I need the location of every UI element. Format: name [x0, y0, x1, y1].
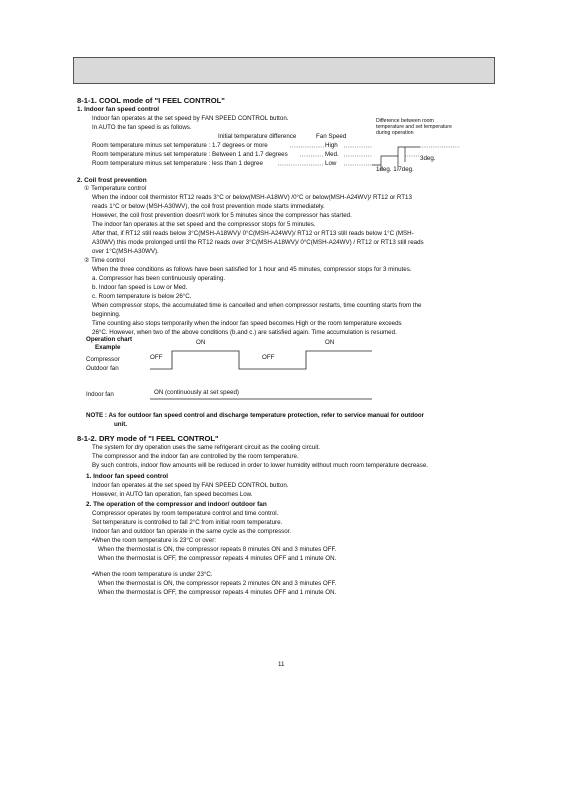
diff-note: temperature and set temperature [376, 124, 452, 130]
speed-high: High [325, 142, 338, 149]
column-header-fan-speed: Fan Speed [316, 133, 347, 140]
diff-note: Difference between room [376, 118, 434, 124]
operation-chart-example: Example [95, 344, 121, 351]
dry-mode-title: 8-1-2. DRY mode of "I FEEL CONTROL" [77, 434, 219, 443]
dry-compressor-heading: 2. The operation of the compressor and indoor/ outdoor fan [86, 501, 267, 508]
on-label: ON [196, 339, 206, 346]
note-line: unit. [114, 421, 128, 428]
text-line: A30WV) this mode prolonged until the RT12 reads over 3°C(MSH-A18WV)/ 0°C(MSH-A24WV) / RT12 or RT13 still reads [92, 239, 424, 246]
text-line: Time counting also stops temporarily when the indoor fan speed becomes High or the room temperature exceeds [92, 320, 402, 327]
fan-row-med: Room temperature minus set temperature : Between 1 and 1.7 degrees [92, 151, 288, 158]
note-line: NOTE : As for outdoor fan speed control and discharge temperature protection, refer to service manual for outdoor [86, 412, 425, 419]
indoor-fan-label: Indoor fan [86, 391, 114, 398]
diff-note: during operation [376, 130, 414, 136]
on-label: ON [325, 339, 335, 346]
cool-mode-title: 8-1-1. COOL mode of "I FEEL CONTROL" [77, 96, 225, 105]
text-line: After that, if RT12 still reads below 3°C(MSH-A18WV)/ 0°C(MSH-A24WV)/ RT12 or RT13 still reads below 1°C (MSH- [92, 230, 414, 237]
outdoor-fan-label: Outdoor fan [86, 365, 119, 372]
text-line: When compressor stops, the accumulated time is cancelled and when compressor restarts, time counting starts from the [92, 302, 422, 309]
text-line: •When the room temperature is under 23°C. [92, 571, 213, 578]
text-line: •When the room temperature is 23°C or over: [92, 537, 216, 544]
temperature-control-heading: ① Temperature control [84, 185, 147, 192]
deg-axis-label: 1deg. 1.7deg. [376, 166, 414, 173]
text-line: c. Room temperature is below 26°C. [92, 293, 192, 300]
off-label: OFF [262, 354, 275, 361]
text-line: The compressor and the indoor fan are controlled by the room temperature. [92, 453, 299, 460]
text-line: When the thermostat is OFF, the compressor repeats 4 minutes OFF and 1 minute ON. [98, 589, 337, 596]
text-line: However, the coil frost prevention doesn't work for 5 minutes since the compressor has started. [92, 212, 352, 219]
compressor-label: Compressor [86, 356, 120, 363]
text-line: The indoor fan operates at the set speed and the compressor stops for 5 minutes. [92, 221, 316, 228]
text-line: When the three conditions as follows have been satisfied for 1 hour and 45 minutes, compressor stops for 3 minutes. [92, 266, 412, 273]
text-line: Indoor fan operates at the set speed by FAN SPEED CONTROL button. [92, 482, 289, 489]
indoor-fan-speed-heading: 1. Indoor fan speed control [77, 106, 160, 113]
fan-row-high: Room temperature minus set temperature : 1.7 degrees or more [92, 142, 268, 149]
text-line: beginning. [92, 311, 121, 318]
text-line: However, in AUTO fan operation, fan speed becomes Low. [92, 491, 253, 498]
time-control-heading: ② Time control [84, 257, 125, 264]
text-line: When the indoor coil thermistor RT12 reads 3°C or below(MSH-A18WV) /0°C or below(MSH-A24WV)/ RT12 or RT13 [92, 194, 412, 201]
text-line: 26°C. However, when two of the above conditions (b.and c.) are satisfied again. Time accumulation is resumed. [92, 329, 397, 336]
operation-chart-title: Operation chart [86, 336, 133, 343]
deg-label: 3deg. [420, 155, 436, 162]
text-line: Indoor fan and outdoor fan operate in the same cycle as the compressor. [92, 528, 292, 535]
column-header-initial: Initial temperature difference [218, 133, 297, 140]
text-line: In AUTO the fan speed is as follows. [92, 124, 192, 131]
text-line: By such controls, indoor flow amounts will be reduced in order to lower humidity without much room temperature decrease. [92, 462, 429, 469]
off-label: OFF [150, 354, 163, 361]
text-line: over 1°C(MSH-A30WV). [92, 248, 159, 255]
speed-low: Low [325, 160, 337, 167]
text-line: Indoor fan operates at the set speed by FAN SPEED CONTROL button. [92, 115, 289, 122]
text-line: reads 1°C or below (MSH-A30WV), the coil frost prevention mode starts immediately. [92, 203, 325, 210]
fan-row-low: Room temperature minus set temperature : less than 1 degree [92, 160, 263, 167]
text-line: Set temperature is controlled to fall 2°C from initial room temperature. [92, 519, 283, 526]
page-number: 11 [278, 661, 285, 668]
text-line: Compressor operates by room temperature control and time control. [92, 510, 279, 517]
dry-fan-speed-heading: 1. Indoor fan speed control [86, 473, 169, 480]
coil-frost-heading: 2. Coil frost prevention [77, 177, 147, 184]
text-line: The system for dry operation uses the same refrigerant circuit as the cooling circuit. [92, 444, 321, 451]
text-line: b. Indoor fan speed is Low or Med. [92, 284, 188, 291]
text-line: When the thermostat is ON, the compressor repeats 8 minutes ON and 3 minutes OFF. [98, 546, 337, 553]
text-line: a. Compressor has been continuously operating. [92, 275, 226, 282]
indoor-fan-on-label: ON (continuously at set speed) [154, 389, 239, 396]
text-line: When the thermostat is ON, the compressor repeats 2 minutes ON and 3 minutes OFF. [98, 580, 337, 587]
speed-med: Med. [325, 151, 339, 158]
text-line: When the thermostat is OFF, the compressor repeats 4 minutes OFF and 1 minute ON. [98, 555, 337, 562]
